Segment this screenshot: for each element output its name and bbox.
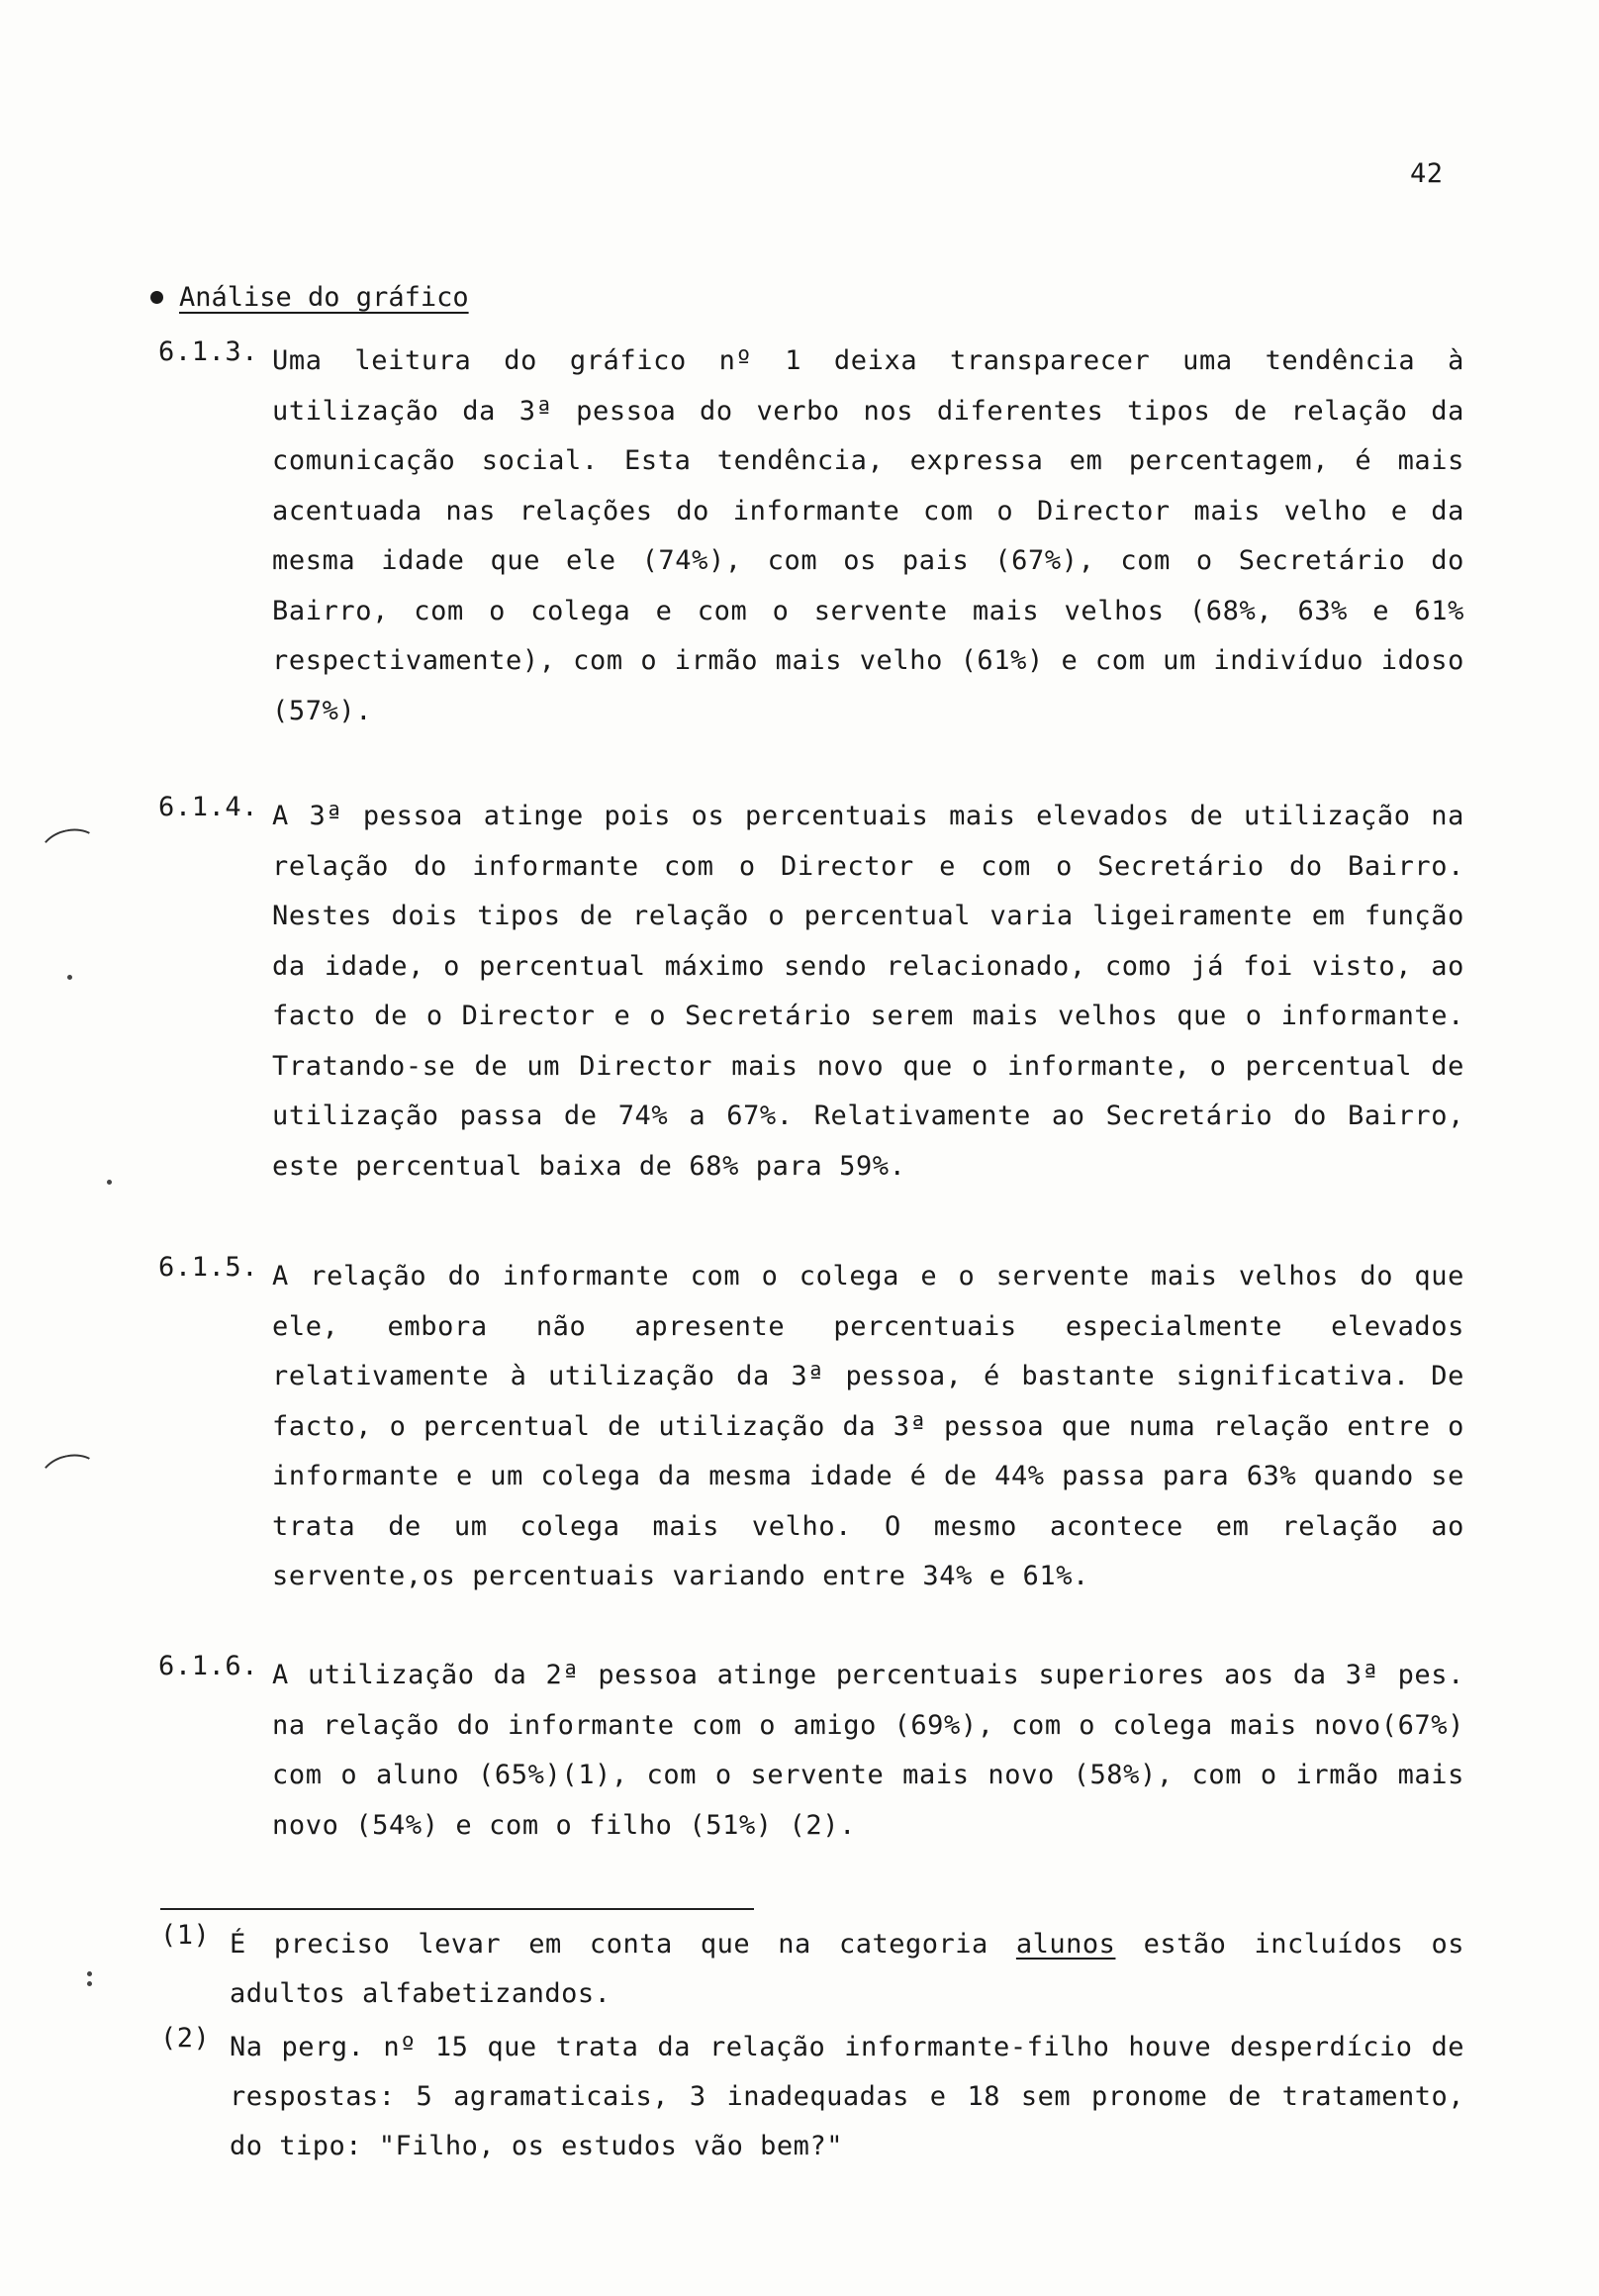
- section-heading: [150, 282, 469, 313]
- paragraph-number: 6.1.5.: [158, 1252, 259, 1283]
- footnote-marker: (1): [160, 1920, 211, 1951]
- paragraph-text: A relação do informante com o colega e o servente mais velhos do que ele, embora não apresente percentuais especialmente elevados relativamente à utilização da 3ª pessoa, é bastante significativa. De facto, o percentual de utilização da 3ª pessoa que numa relação entre o informante e um colega da mesma idade é de 44% passa para 63% quando se trata de um colega mais velho. O mesmo acontece em relação ao servente,os percentuais variando entre 34% e 61%.: [272, 1261, 1464, 1591]
- margin-dot: [107, 1180, 112, 1185]
- section-heading-text: Análise do gráfico: [179, 282, 469, 313]
- margin-arc-mark: [36, 1449, 105, 1504]
- paragraph-number: 6.1.3.: [158, 336, 259, 367]
- paragraph-6-1-3: [158, 336, 1464, 736]
- margin-dot: [87, 1971, 92, 1976]
- margin-dot: [87, 1981, 92, 1986]
- margin-arc-mark: [36, 823, 105, 879]
- footnote-text-after: estão incluídos os adultos alfabetizandos.: [230, 1929, 1464, 2009]
- paragraph-6-1-4: [158, 792, 1464, 1192]
- bullet-icon: [150, 291, 163, 304]
- paragraph-number: 6.1.4.: [158, 792, 259, 822]
- footnote-2: [160, 2023, 1464, 2171]
- paragraph-number: 6.1.6.: [158, 1651, 259, 1681]
- paragraph-text: Uma leitura do gráfico nº 1 deixa transparecer uma tendência à utilização da 3ª pessoa do verbo nos diferentes tipos de relação da comunicação social. Esta tendência, expressa em percentagem, é mais acentuada nas relações do informante com o Director mais velho e da mesma idade que ele (74%), com os pais (67%), com o Secretário do Bairro, com o colega e com o servente mais velhos (68%, 63% e 61% respectivamente), com o irmão mais velho (61%) e com um indivíduo idoso (57%).: [272, 345, 1464, 726]
- page-number: 42: [1410, 158, 1444, 189]
- footnote-1: [160, 1920, 1464, 2019]
- paragraph-text: A 3ª pessoa atinge pois os percentuais mais elevados de utilização na relação do informante com o Director e com o Secretário do Bairro. Nestes dois tipos de relação o percentual varia ligeiramente em função da idade, o percentual máximo sendo relacionado, como já foi visto, ao facto de o Director e o Secretário serem mais velhos que o informante. Tratando-se de um Director mais novo que o informante, o percentual de utilização passa de 74% a 67%. Relativamente ao Secretário do Bairro, este percentual baixa de 68% para 59%.: [272, 801, 1464, 1182]
- footnote-text: Na perg. nº 15 que trata da relação informante-filho houve desperdício de respostas: 5 agramaticais, 3 inadequadas e 18 sem pronome de tratamento, do tipo: "Filho, os estudos vão bem?": [230, 2032, 1464, 2161]
- paragraph-6-1-6: [158, 1651, 1464, 1851]
- footnote-marker: (2): [160, 2023, 211, 2054]
- margin-dot: [67, 975, 72, 980]
- paragraph-6-1-5: [158, 1252, 1464, 1602]
- footnote-underlined-term: alunos: [1015, 1929, 1116, 1960]
- footnote-text-before: É preciso levar em conta que na categoria: [230, 1929, 1016, 1960]
- footnote-divider: [160, 1908, 754, 1910]
- paragraph-text: A utilização da 2ª pessoa atinge percentuais superiores aos da 3ª pes. na relação do informante com o amigo (69%), com o colega mais novo(67%) com o aluno (65%)(1), com o servente mais novo (58%), com o irmão mais novo (54%) e com o filho (51%) (2).: [272, 1660, 1464, 1841]
- footnote-text: [230, 1920, 1464, 2019]
